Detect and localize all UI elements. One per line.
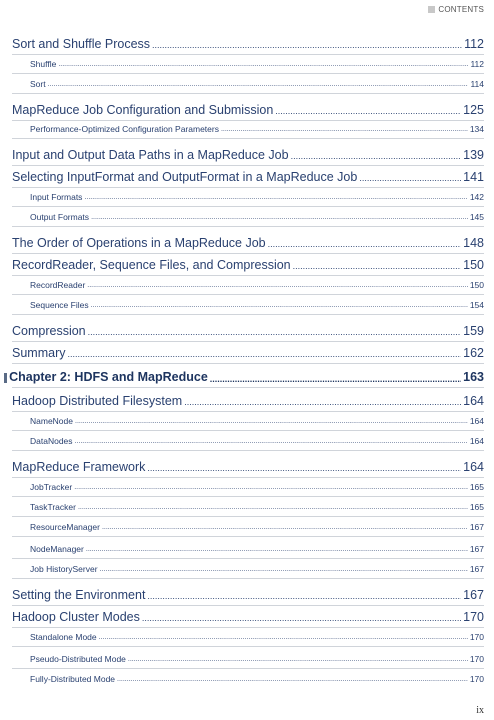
toc-entry-title: Summary [12,346,66,360]
toc-entry-page: 148 [463,236,484,250]
dot-leader [359,172,461,184]
toc-entry-page: 139 [463,148,484,162]
square-bullet-icon [428,6,435,13]
toc-entry-page: 164 [463,394,484,408]
toc-entry-title: NameNode [30,416,73,426]
dot-leader [75,437,468,446]
toc-subsection-entry[interactable] [30,79,484,89]
toc-entry-title: The Order of Operations in a MapReduce Job [12,236,266,250]
toc-entry-title: ResourceManager [30,522,100,532]
divider [12,314,484,315]
divider [12,668,484,669]
dot-leader [91,213,468,222]
toc-entry-title: Selecting InputFormat and OutputFormat in a MapReduce Job [12,170,358,184]
divider [12,363,484,364]
dot-leader [268,238,462,250]
dot-leader [99,633,468,642]
dot-leader [75,417,468,426]
toc-entry-page: 164 [469,436,484,446]
divider [12,187,484,188]
dot-leader [58,60,468,69]
chapter-square-icon [4,373,7,383]
toc-entry-title: Hadoop Distributed Filesystem [12,394,183,408]
toc-entry-page: 163 [463,370,484,384]
toc-entry-title: Input Formats [30,192,83,202]
toc-entry-title: Standalone Mode [30,632,97,642]
divider [12,516,484,517]
dot-leader [184,396,461,408]
toc-entry-page: 145 [469,212,484,222]
divider [12,430,484,431]
toc-entry-title: Hadoop Cluster Modes [12,610,140,624]
toc-entry-page: 167 [469,564,484,574]
toc-entry-page: 170 [469,654,484,664]
dot-leader [142,612,461,624]
toc-entry-title: Job HistoryServer [30,564,98,574]
toc-section-entry[interactable] [12,460,484,474]
dot-leader [128,655,468,664]
toc-section-entry[interactable] [12,324,484,338]
toc-entry-title: JobTracker [30,482,73,492]
toc-entry-title: DataNodes [30,436,73,446]
toc-entry-page: 114 [470,79,484,89]
toc-entry-title: Sort [30,79,46,89]
dot-leader [48,80,469,89]
toc-entry-page: 112 [470,59,484,69]
toc-entry-page: 154 [469,300,484,310]
toc-entry-title: Output Formats [30,212,90,222]
toc-entry-page: 167 [469,522,484,532]
divider [12,627,484,628]
divider [12,450,484,451]
toc-section-entry[interactable] [12,394,484,408]
toc-entry-page: 170 [469,674,484,684]
toc-subsection-entry[interactable] [30,300,484,310]
toc-subsection-entry[interactable] [30,280,484,290]
dot-leader [74,483,468,492]
dot-leader [221,125,468,134]
divider [12,387,484,388]
toc-section-entry[interactable] [12,236,484,250]
toc-entry-title: RecordReader [30,280,86,290]
toc-entry-title: MapReduce Framework [12,460,146,474]
toc-entry-title: Pseudo-Distributed Mode [30,654,126,664]
dot-leader [117,675,468,684]
running-header-label: CONTENTS [438,5,484,14]
toc-entry-page: 167 [469,544,484,554]
toc-subsection-entry[interactable] [30,192,484,202]
toc-entry-page: 150 [469,280,484,290]
divider [12,496,484,497]
divider [12,536,484,537]
toc-entry-page: 134 [469,124,484,134]
divider [12,477,484,478]
divider [12,226,484,227]
divider [12,578,484,579]
toc-entry-title: Sequence Files [30,300,89,310]
divider [12,120,484,121]
toc-entry-page: 170 [463,610,484,624]
divider [12,341,484,342]
toc-section-entry[interactable] [12,588,484,602]
toc-subsection-entry[interactable] [30,502,484,512]
toc-section-entry[interactable] [12,170,484,184]
divider [12,558,484,559]
dot-leader [147,590,461,602]
divider [12,93,484,94]
dot-leader [91,301,468,310]
toc-subsection-entry[interactable] [30,632,484,642]
divider [12,294,484,295]
divider [12,165,484,166]
dot-leader [102,523,468,532]
toc-entry-page: 112 [464,37,484,51]
dot-leader [147,462,461,474]
dot-leader [100,565,468,574]
dot-leader [210,374,461,384]
dot-leader [291,150,462,162]
divider [12,206,484,207]
toc-entry-title: Sort and Shuffle Process [12,37,151,51]
divider [12,253,484,254]
toc-subsection-entry[interactable] [30,654,484,664]
toc-section-entry[interactable] [12,610,484,624]
toc-entry-page: 141 [463,170,484,184]
toc-entry-page: 165 [469,502,484,512]
dot-leader [293,260,462,272]
toc-subsection-entry[interactable] [30,522,484,532]
toc-entry-title: TaskTracker [30,502,76,512]
toc-section-entry[interactable] [12,148,484,162]
divider [12,605,484,606]
toc-entry-page: 164 [463,460,484,474]
divider [12,411,484,412]
toc-entry-page: 162 [463,346,484,360]
toc-subsection-entry[interactable] [30,436,484,446]
dot-leader [275,105,461,117]
toc-entry-page: 167 [463,588,484,602]
toc-section-entry[interactable] [12,346,484,360]
toc-entry-page: 164 [469,416,484,426]
divider [12,646,484,647]
toc-subsection-entry[interactable] [30,59,484,69]
toc-entry-title: Compression [12,324,86,338]
divider [12,275,484,276]
toc-entry-title: Performance-Optimized Configuration Parameters [30,124,219,134]
toc-section-entry[interactable] [12,258,484,272]
toc-subsection-entry[interactable] [30,212,484,222]
toc-entry-page: 165 [469,482,484,492]
toc-subsection-entry[interactable] [30,416,484,426]
toc-entry-title: Input and Output Data Paths in a MapReduce Job [12,148,289,162]
divider [12,54,484,55]
divider [12,138,484,139]
page-number: ix [476,705,484,716]
toc-entry-title: MapReduce Job Configuration and Submission [12,103,274,117]
toc-section-entry[interactable] [12,37,484,51]
toc-entry-page: 170 [469,632,484,642]
toc-entry-title: Setting the Environment [12,588,146,602]
dot-leader [86,545,468,554]
toc-subsection-entry[interactable] [30,564,484,574]
toc-entry-page: 159 [463,324,484,338]
toc-subsection-entry[interactable] [30,674,484,684]
dot-leader [87,281,468,290]
toc-entry-title: Shuffle [30,59,57,69]
toc-chapter-entry[interactable] [4,370,484,384]
toc-entry-page: 150 [463,258,484,272]
divider [12,73,484,74]
toc-entry-title: RecordReader, Sequence Files, and Compression [12,258,291,272]
dot-leader [88,326,462,338]
toc-entry-page: 142 [469,192,484,202]
dot-leader [152,39,462,51]
toc-entry-title: Chapter 2: HDFS and MapReduce [9,370,208,384]
toc-subsection-entry[interactable] [30,544,484,554]
toc-entry-title: Fully-Distributed Mode [30,674,116,684]
toc-subsection-entry[interactable] [30,124,484,134]
toc-entry-page: 125 [463,103,484,117]
dot-leader [84,193,467,202]
running-header [428,5,484,14]
toc-subsection-entry[interactable] [30,482,484,492]
dot-leader [67,348,461,360]
toc-entry-title: NodeManager [30,544,84,554]
dot-leader [78,503,468,512]
toc-section-entry[interactable] [12,103,484,117]
